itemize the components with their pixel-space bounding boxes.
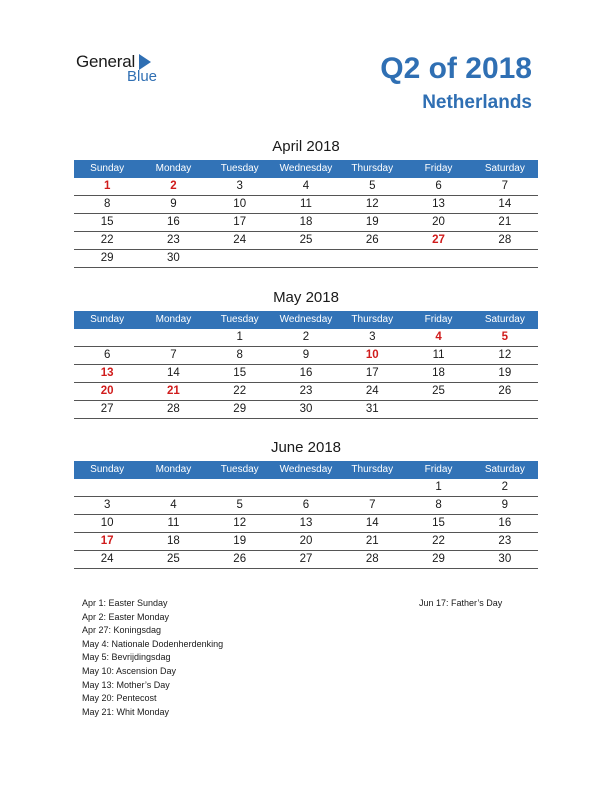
weekday-label: Wednesday bbox=[279, 464, 333, 475]
logo-general-text: General bbox=[76, 52, 136, 71]
logo-blue-text: Blue bbox=[127, 68, 158, 85]
day-cell: 19 bbox=[498, 367, 512, 379]
day-cell: 14 bbox=[167, 367, 180, 379]
day-cell: 9 bbox=[302, 349, 310, 361]
day-cell: 26 bbox=[365, 234, 379, 246]
holiday-entry: Apr 27: Koningsdag bbox=[82, 625, 162, 636]
holiday-day-cell: 17 bbox=[100, 535, 114, 547]
day-cell: 4 bbox=[302, 180, 310, 192]
day-cell bbox=[74, 479, 140, 496]
day-cell: 28 bbox=[167, 403, 180, 415]
day-cell: 9 bbox=[501, 499, 509, 511]
month-calendar bbox=[74, 136, 538, 268]
day-cell: 7 bbox=[501, 180, 509, 192]
day-cell: 8 bbox=[236, 349, 243, 361]
holiday-day-cell: 21 bbox=[167, 385, 180, 397]
holiday-day-cell: 4 bbox=[435, 331, 442, 343]
week-row bbox=[74, 383, 538, 401]
day-cell: 17 bbox=[233, 216, 247, 228]
holiday-entry: May 13: Mother’s Day bbox=[82, 679, 170, 690]
week-row bbox=[74, 329, 538, 347]
day-cell: 29 bbox=[100, 252, 114, 264]
week-row bbox=[74, 232, 538, 250]
day-cell: 13 bbox=[432, 198, 445, 210]
holiday-entry: May 10: Ascension Day bbox=[82, 665, 177, 676]
day-cell: 18 bbox=[167, 535, 180, 547]
day-cell: 26 bbox=[498, 385, 512, 397]
day-cell: 18 bbox=[299, 216, 313, 228]
month-calendar bbox=[74, 287, 538, 419]
weekday-label: Saturday bbox=[484, 163, 525, 174]
day-cell: 20 bbox=[432, 216, 445, 228]
day-cell bbox=[472, 250, 538, 267]
day-cell: 2 bbox=[302, 331, 310, 343]
day-cell: 24 bbox=[233, 234, 247, 246]
week-row bbox=[74, 479, 538, 497]
day-cell: 20 bbox=[299, 535, 313, 547]
day-cell: 30 bbox=[498, 553, 512, 565]
day-cell: 19 bbox=[233, 535, 247, 547]
day-cell: 24 bbox=[365, 385, 379, 397]
holiday-list-left bbox=[82, 597, 223, 719]
weekday-label: Tuesday bbox=[220, 464, 259, 475]
holiday-day-cell: 5 bbox=[501, 331, 509, 343]
weekday-label: Sunday bbox=[90, 464, 125, 475]
day-cell: 8 bbox=[435, 499, 442, 511]
day-cell: 4 bbox=[170, 499, 177, 511]
weekday-label: Sunday bbox=[90, 314, 125, 325]
holiday-day-cell: 1 bbox=[103, 180, 111, 192]
week-row bbox=[74, 365, 538, 383]
weekday-label: Monday bbox=[155, 314, 192, 325]
holiday-entry: May 5: Bevrijdingsdag bbox=[82, 652, 171, 663]
day-cell: 28 bbox=[365, 553, 379, 565]
day-cell: 3 bbox=[369, 331, 376, 343]
holiday-day-cell: 10 bbox=[365, 349, 379, 361]
holiday-day-cell: 20 bbox=[100, 385, 114, 397]
day-cell: 16 bbox=[498, 517, 512, 529]
day-cell: 14 bbox=[365, 517, 379, 529]
day-cell bbox=[140, 329, 206, 346]
day-cell: 1 bbox=[236, 331, 243, 343]
weekday-label: Wednesday bbox=[279, 314, 333, 325]
day-cell: 24 bbox=[100, 553, 114, 565]
day-cell bbox=[339, 479, 405, 496]
day-cell: 29 bbox=[432, 553, 445, 565]
holiday-entry: May 4: Nationale Dodenherdenking bbox=[82, 638, 224, 649]
holiday-entry: Jun 17: Father’s Day bbox=[419, 598, 503, 608]
holiday-entry: May 20: Pentecost bbox=[82, 693, 157, 704]
day-cell: 6 bbox=[435, 180, 442, 192]
day-cell: 7 bbox=[170, 349, 177, 361]
holiday-list-right bbox=[419, 597, 502, 611]
day-cell: 11 bbox=[300, 198, 312, 210]
day-cell: 3 bbox=[236, 180, 243, 192]
day-cell: 27 bbox=[299, 553, 313, 565]
week-row bbox=[74, 533, 538, 551]
week-row bbox=[74, 196, 538, 214]
day-cell: 5 bbox=[369, 180, 376, 192]
day-cell: 23 bbox=[167, 234, 180, 246]
day-cell: 6 bbox=[302, 499, 310, 511]
day-cell bbox=[405, 250, 471, 267]
weekday-label: Friday bbox=[424, 464, 453, 475]
month-title: May 2018 bbox=[273, 289, 339, 306]
day-cell: 11 bbox=[167, 517, 180, 529]
weekday-label: Monday bbox=[155, 464, 192, 475]
weekday-label: Friday bbox=[424, 163, 453, 174]
weekday-header bbox=[74, 311, 538, 329]
week-row bbox=[74, 401, 538, 419]
day-cell: 10 bbox=[100, 517, 114, 529]
day-cell: 23 bbox=[299, 385, 313, 397]
day-cell: 25 bbox=[299, 234, 313, 246]
day-cell: 10 bbox=[233, 198, 247, 210]
weekday-label: Tuesday bbox=[220, 163, 259, 174]
weekday-header bbox=[74, 160, 538, 178]
day-cell bbox=[207, 250, 273, 267]
logo bbox=[76, 52, 176, 88]
week-row bbox=[74, 214, 538, 232]
day-cell: 30 bbox=[167, 252, 180, 264]
day-cell: 12 bbox=[233, 517, 247, 529]
day-cell: 15 bbox=[100, 216, 114, 228]
day-cell: 7 bbox=[369, 499, 376, 511]
holiday-entry: May 21: Whit Monday bbox=[82, 706, 170, 717]
day-cell: 29 bbox=[233, 403, 247, 415]
week-row bbox=[74, 497, 538, 515]
day-cell bbox=[339, 250, 405, 267]
day-cell: 8 bbox=[103, 198, 111, 210]
day-cell: 18 bbox=[432, 367, 445, 379]
weekday-label: Monday bbox=[155, 163, 192, 174]
week-row bbox=[74, 551, 538, 569]
week-row bbox=[74, 515, 538, 533]
week-row bbox=[74, 250, 538, 268]
weekday-label: Thursday bbox=[351, 464, 394, 475]
day-cell: 17 bbox=[365, 367, 379, 379]
weekday-label: Sunday bbox=[90, 163, 125, 174]
day-cell: 21 bbox=[498, 216, 512, 228]
day-cell bbox=[74, 329, 140, 346]
day-cell: 25 bbox=[167, 553, 180, 565]
day-cell: 23 bbox=[498, 535, 512, 547]
day-cell: 27 bbox=[100, 403, 114, 415]
day-cell: 3 bbox=[103, 499, 111, 511]
day-cell: 13 bbox=[299, 517, 313, 529]
day-cell bbox=[405, 401, 471, 418]
day-cell: 22 bbox=[100, 234, 114, 246]
day-cell: 9 bbox=[170, 198, 177, 210]
page-title: Q2 of 2018 bbox=[380, 52, 532, 85]
day-cell: 12 bbox=[365, 198, 379, 210]
weekday-label: Thursday bbox=[351, 314, 394, 325]
day-cell: 31 bbox=[365, 403, 379, 415]
day-cell: 22 bbox=[432, 535, 445, 547]
month-title: April 2018 bbox=[272, 138, 340, 155]
day-cell: 15 bbox=[432, 517, 445, 529]
week-row bbox=[74, 178, 538, 196]
week-row bbox=[74, 347, 538, 365]
country-name: Netherlands bbox=[422, 92, 532, 113]
day-cell: 16 bbox=[299, 367, 313, 379]
day-cell bbox=[207, 479, 273, 496]
holiday-entry: Apr 2: Easter Monday bbox=[82, 611, 170, 622]
weekday-label: Thursday bbox=[351, 163, 394, 174]
holiday-entry: Apr 1: Easter Sunday bbox=[82, 598, 168, 608]
day-cell: 15 bbox=[233, 367, 247, 379]
day-cell: 14 bbox=[498, 198, 512, 210]
day-cell: 22 bbox=[233, 385, 247, 397]
weekday-label: Wednesday bbox=[279, 163, 333, 174]
day-cell bbox=[140, 479, 206, 496]
holiday-day-cell: 13 bbox=[100, 367, 114, 379]
weekday-label: Saturday bbox=[484, 464, 525, 475]
day-cell: 21 bbox=[365, 535, 379, 547]
month-calendar bbox=[74, 437, 538, 569]
day-cell bbox=[273, 479, 339, 496]
day-cell: 6 bbox=[103, 349, 111, 361]
holiday-day-cell: 2 bbox=[170, 180, 177, 192]
day-cell: 25 bbox=[432, 385, 445, 397]
day-cell bbox=[472, 401, 538, 418]
day-cell: 26 bbox=[233, 553, 247, 565]
day-cell: 16 bbox=[167, 216, 180, 228]
day-cell: 2 bbox=[501, 481, 509, 493]
day-cell: 1 bbox=[435, 481, 442, 493]
day-cell: 30 bbox=[299, 403, 313, 415]
weekday-label: Tuesday bbox=[220, 314, 259, 325]
day-cell: 11 bbox=[432, 349, 445, 361]
day-cell: 12 bbox=[498, 349, 512, 361]
month-title: June 2018 bbox=[270, 439, 342, 456]
day-cell: 28 bbox=[498, 234, 512, 246]
holiday-day-cell: 27 bbox=[432, 234, 445, 246]
weekday-label: Friday bbox=[424, 314, 453, 325]
day-cell: 19 bbox=[365, 216, 379, 228]
weekday-header bbox=[74, 461, 538, 479]
day-cell bbox=[273, 250, 339, 267]
day-cell: 5 bbox=[236, 499, 243, 511]
weekday-label: Saturday bbox=[484, 314, 525, 325]
